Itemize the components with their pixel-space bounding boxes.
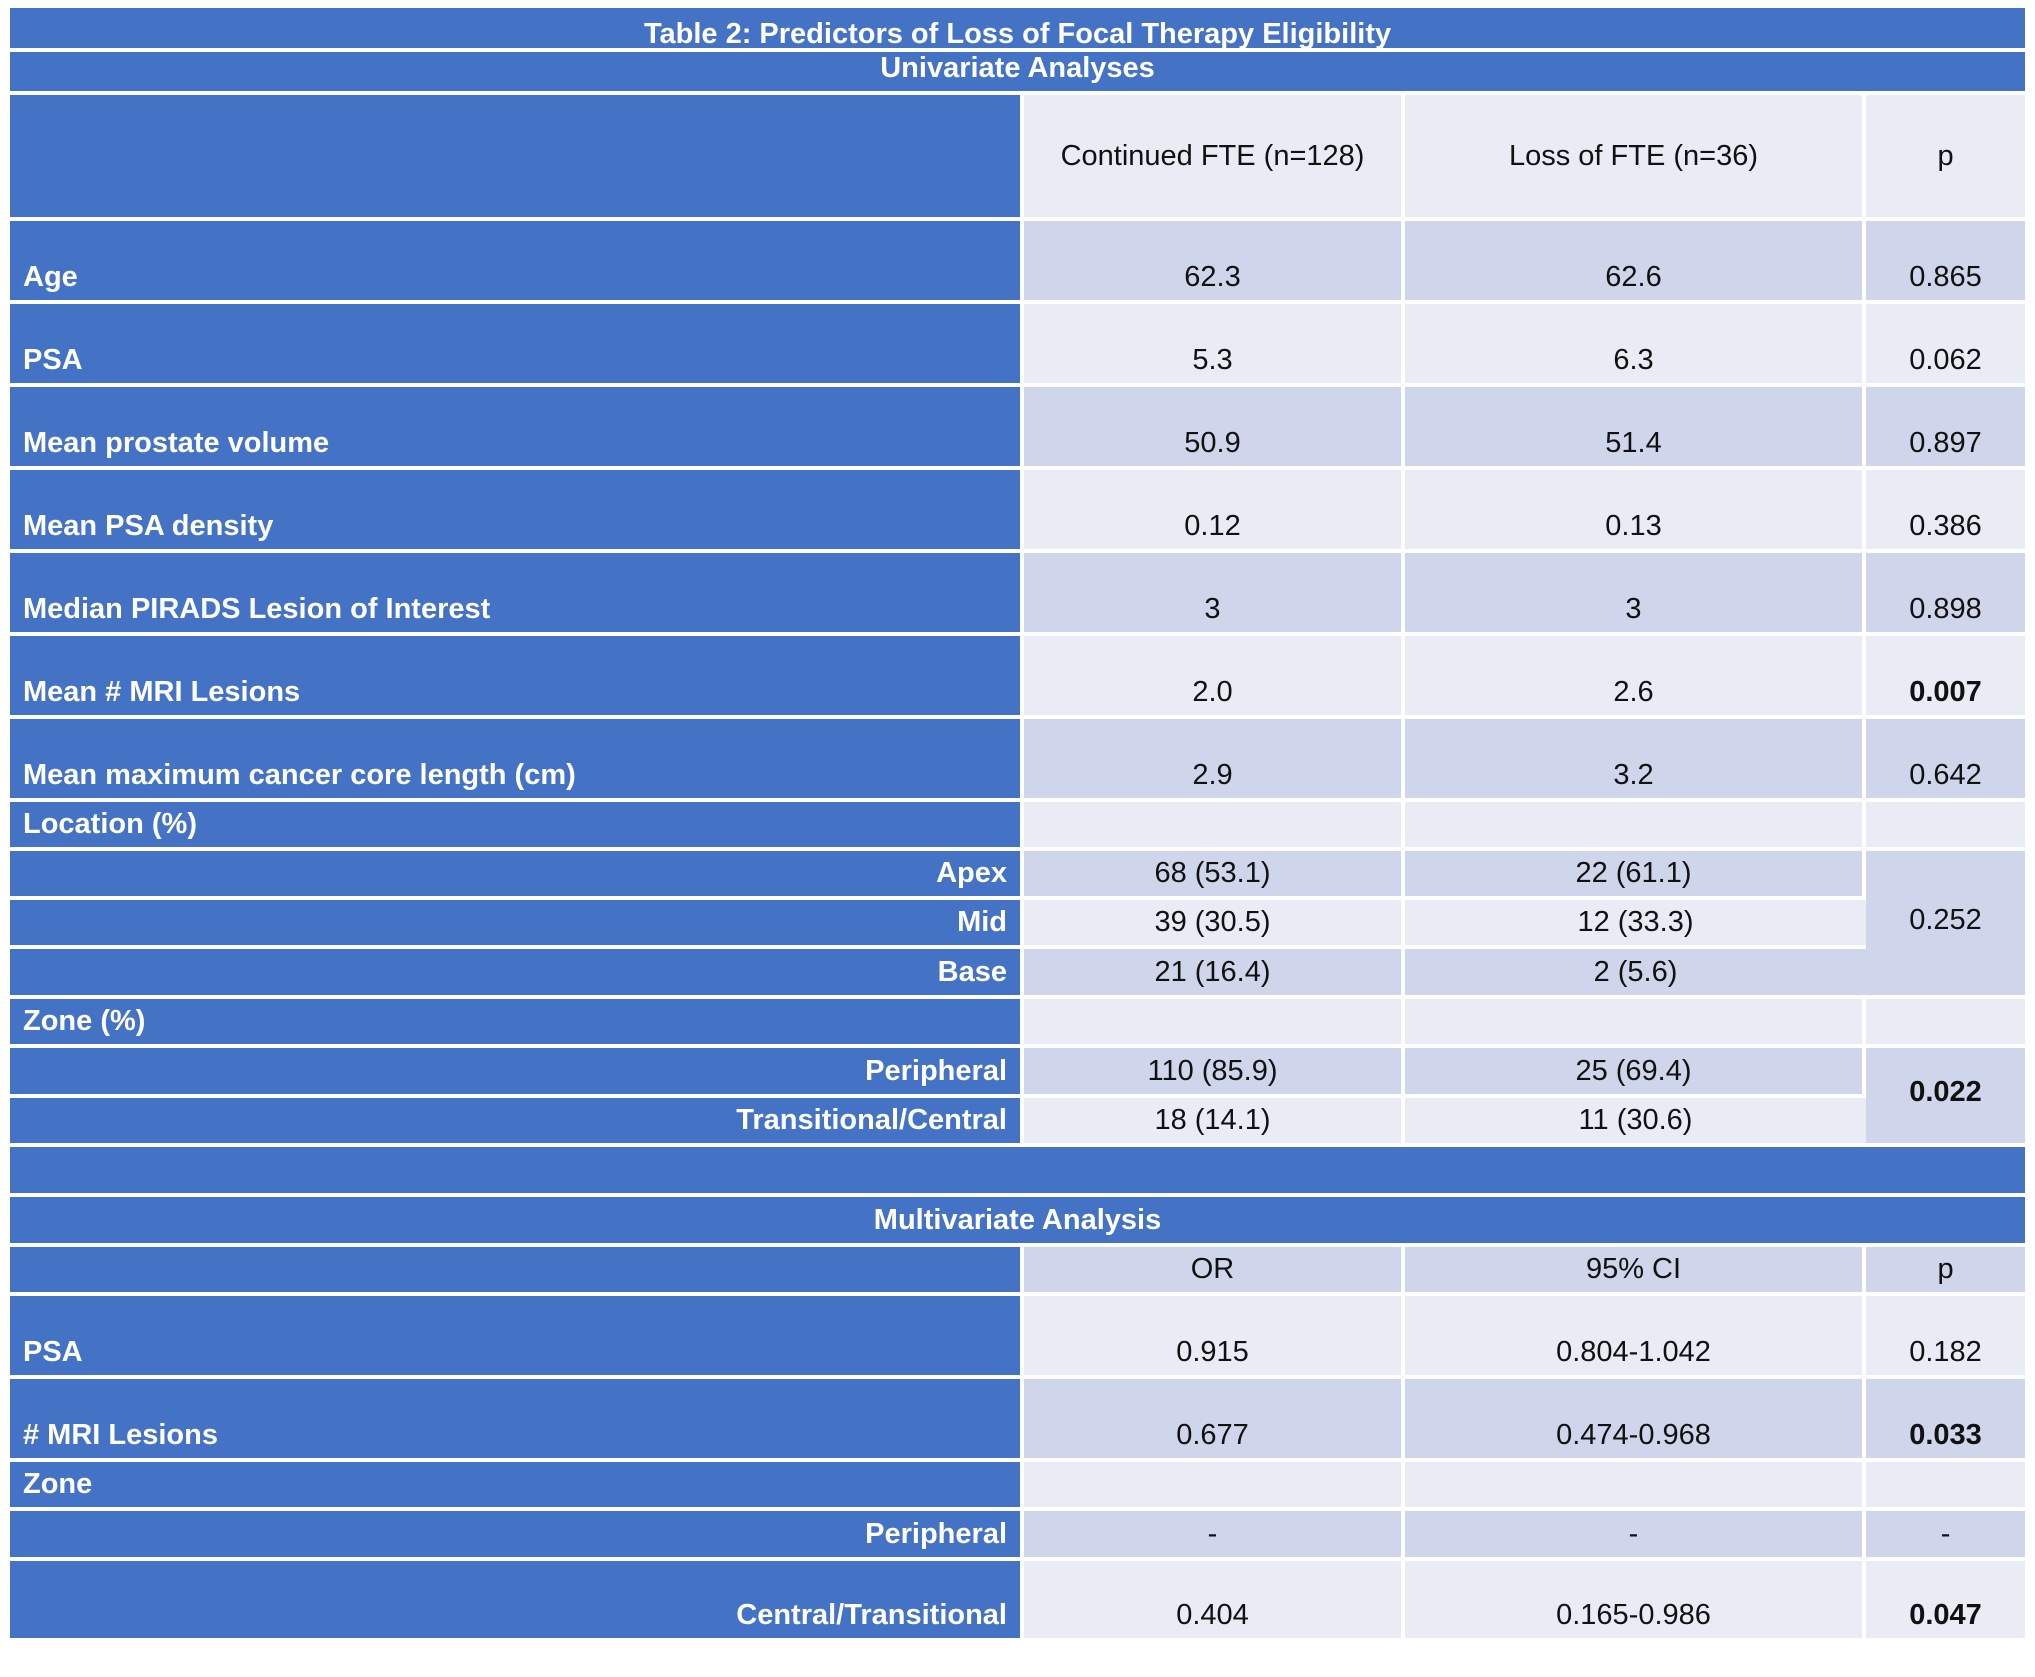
empty-cell: [1405, 1462, 1866, 1511]
row-label: Mean # MRI Lesions: [10, 636, 1024, 719]
table-row: [10, 999, 2025, 1048]
cell-p-value: 0.642: [1866, 719, 2025, 802]
row-label: Peripheral: [10, 1511, 1024, 1561]
univariate-heading: Univariate Analyses: [10, 52, 2025, 95]
cell-p-value: 0.386: [1866, 470, 2025, 553]
cell-value: -: [1024, 1511, 1405, 1561]
cell-value: 110 (85.9): [1024, 1048, 1405, 1098]
cell-value: 3: [1024, 553, 1405, 636]
cell-value: 62.6: [1405, 221, 1866, 304]
predictors-table: [10, 8, 2025, 1642]
cell-p-value: 0.182: [1866, 1296, 2025, 1379]
cell-value: 0.915: [1024, 1296, 1405, 1379]
table-title: Table 2: Predictors of Loss of Focal Therapy Eligibility: [10, 8, 2025, 52]
cell-value: 6.3: [1405, 304, 1866, 387]
cell-value: 11 (30.6): [1405, 1098, 1866, 1147]
empty-cell: [1024, 999, 1405, 1048]
cell-value: 0.474-0.968: [1405, 1379, 1866, 1462]
header-loss-fte: Loss of FTE (n=36): [1405, 95, 1866, 221]
cell-p-value: 0.898: [1866, 553, 2025, 636]
row-label: # MRI Lesions: [10, 1379, 1024, 1462]
table-row: [10, 1511, 2025, 1561]
cell-value: 50.9: [1024, 387, 1405, 470]
group-label-zone: Zone: [10, 1462, 1024, 1511]
row-label: Central/Transitional: [10, 1561, 1024, 1642]
empty-cell: [1866, 802, 2025, 851]
table-row: [10, 1561, 2025, 1642]
multivariate-heading: Multivariate Analysis: [10, 1197, 2025, 1247]
table-row: [10, 802, 2025, 851]
row-label: Median PIRADS Lesion of Interest: [10, 553, 1024, 636]
row-label: Age: [10, 221, 1024, 304]
cell-value: 2.6: [1405, 636, 1866, 719]
cell-p-value: 0.033: [1866, 1379, 2025, 1462]
cell-value: 12 (33.3): [1405, 900, 1866, 949]
cell-value: 68 (53.1): [1024, 851, 1405, 900]
table-row: [10, 387, 2025, 470]
cell-value: 39 (30.5): [1024, 900, 1405, 949]
cell-value: 2 (5.6): [1405, 949, 1866, 999]
cell-value: 0.677: [1024, 1379, 1405, 1462]
row-label: Transitional/Central: [10, 1098, 1024, 1147]
empty-cell: [1405, 999, 1866, 1048]
group-label-location: Location (%): [10, 802, 1024, 851]
zone-p-value: 0.022: [1866, 1048, 2025, 1147]
table-row: [10, 1296, 2025, 1379]
cell-value: 0.165-0.986: [1405, 1561, 1866, 1642]
header-blank-cell: [10, 95, 1024, 221]
header-blank-cell: [10, 1247, 1024, 1296]
group-label-zone: Zone (%): [10, 999, 1024, 1048]
row-label: Apex: [10, 851, 1024, 900]
table-row: [10, 949, 2025, 999]
header-continued-fte: Continued FTE (n=128): [1024, 95, 1405, 221]
row-label: Mean PSA density: [10, 470, 1024, 553]
cell-p-value: 0.007: [1866, 636, 2025, 719]
cell-p-value: 0.897: [1866, 387, 2025, 470]
cell-value: 0.804-1.042: [1405, 1296, 1866, 1379]
row-label: Mean prostate volume: [10, 387, 1024, 470]
cell-p-value: 0.047: [1866, 1561, 2025, 1642]
row-label: PSA: [10, 1296, 1024, 1379]
cell-value: 0.404: [1024, 1561, 1405, 1642]
empty-cell: [1024, 802, 1405, 851]
cell-value: 5.3: [1024, 304, 1405, 387]
cell-value: 2.9: [1024, 719, 1405, 802]
cell-value: 0.12: [1024, 470, 1405, 553]
table-row: [10, 1462, 2025, 1511]
table-row: [10, 1379, 2025, 1462]
cell-value: 62.3: [1024, 221, 1405, 304]
cell-value: 22 (61.1): [1405, 851, 1866, 900]
header-p: p: [1866, 95, 2025, 221]
cell-p-value: 0.062: [1866, 304, 2025, 387]
cell-value: 51.4: [1405, 387, 1866, 470]
location-p-value: 0.252: [1866, 851, 2025, 999]
cell-value: 18 (14.1): [1024, 1098, 1405, 1147]
cell-value: 3.2: [1405, 719, 1866, 802]
cell-p-value: -: [1866, 1511, 2025, 1561]
cell-value: -: [1405, 1511, 1866, 1561]
table-row: [10, 900, 2025, 949]
cell-value: 3: [1405, 553, 1866, 636]
row-label: Mid: [10, 900, 1024, 949]
section-spacer: [10, 1147, 2025, 1197]
empty-cell: [1866, 999, 2025, 1048]
table-row: [10, 719, 2025, 802]
table-row: [10, 304, 2025, 387]
cell-value: 2.0: [1024, 636, 1405, 719]
table-row: [10, 221, 2025, 304]
table-row: [10, 1048, 2025, 1098]
cell-p-value: 0.865: [1866, 221, 2025, 304]
cell-value: 21 (16.4): [1024, 949, 1405, 999]
header-ci: 95% CI: [1405, 1247, 1866, 1296]
row-label: Base: [10, 949, 1024, 999]
table-row: [10, 1098, 2025, 1147]
table-row: [10, 851, 2025, 900]
table-row: [10, 470, 2025, 553]
empty-cell: [1405, 802, 1866, 851]
row-label: Mean maximum cancer core length (cm): [10, 719, 1024, 802]
cell-value: 25 (69.4): [1405, 1048, 1866, 1098]
table-row: [10, 553, 2025, 636]
header-or: OR: [1024, 1247, 1405, 1296]
row-label: Peripheral: [10, 1048, 1024, 1098]
row-label: PSA: [10, 304, 1024, 387]
empty-cell: [1024, 1462, 1405, 1511]
table-row: [10, 636, 2025, 719]
empty-cell: [1866, 1462, 2025, 1511]
header-p: p: [1866, 1247, 2025, 1296]
cell-value: 0.13: [1405, 470, 1866, 553]
